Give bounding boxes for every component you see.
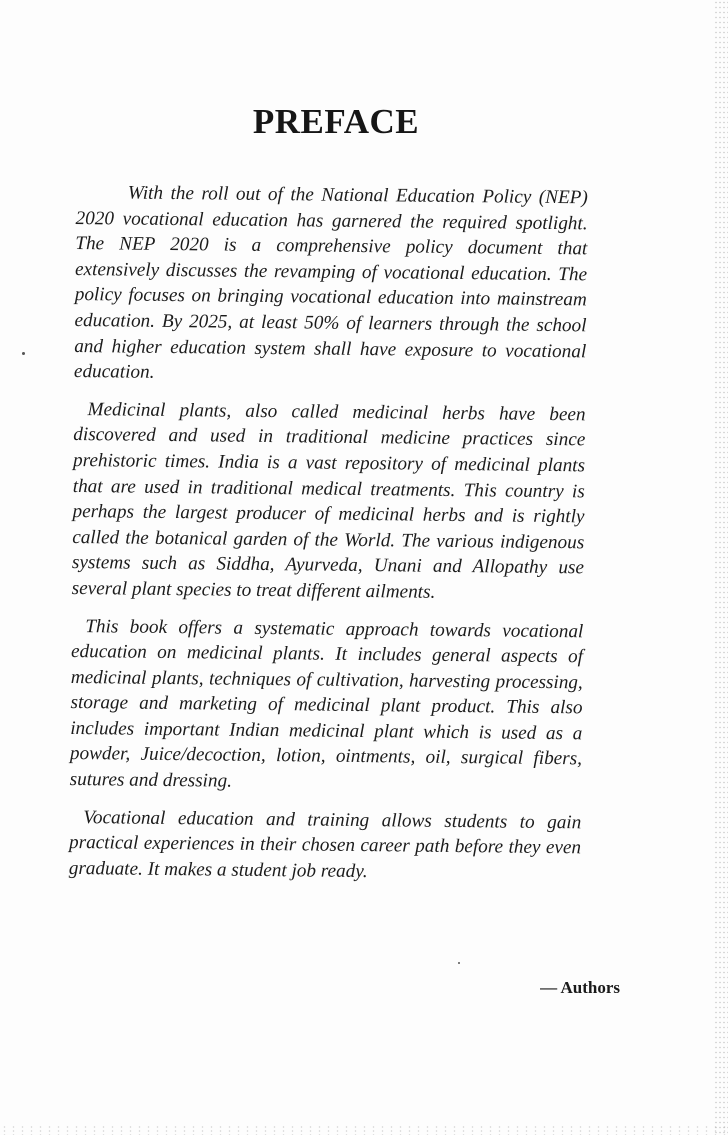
- scan-speck: [458, 962, 460, 964]
- scan-speck: [22, 352, 25, 355]
- paragraph-book-approach: This book offers a systematic approach towards vocational education on medicinal plants. It includes general aspects of medicinal plants, techniques of cultivation, harvesting processing, storage and marketing of medicinal plant product. This also includes important Indian medicinal plant which is used as a powder, Juice/decoction, lotion, ointments, oil, surgical fibers, sutures and dressing.: [69, 615, 584, 792]
- paragraph-nep-2020: With the roll out of the National Education Policy (NEP) 2020 vocational education has garnered the required spotlight. The NEP 2020 is a comprehensive policy document that extensively discusses the revamping of vocational education. The policy focuses on bringing vocational education into mainstream education. By 2025, at least 50% of learners through the school and higher education system shall have exposure to vocational education.: [73, 182, 588, 383]
- paragraph-vocational-training: Vocational education and training allows students to gain practical experiences in their chosen career path before they even graduate. It makes a student job ready.: [68, 806, 582, 882]
- scan-edge-right: [714, 0, 728, 1135]
- preface-body: [69, 180, 588, 899]
- authors-signature: — Authors: [540, 978, 620, 997]
- page-title: PREFACE: [252, 102, 420, 141]
- scan-edge-bottom: [0, 1125, 728, 1135]
- paragraph-medicinal-plants: Medicinal plants, also called medicinal herbs have been discovered and used in traditional medicine practices since prehistoric times. India is a vast repository of medicinal plants that are used in traditional medical treatments. This country is perhaps the largest producer of medicinal herbs and is rightly called the botanical garden of the World. The various indigenous systems such as Siddha, Ayurveda, Unani and Allopathy use several plant species to treat different ailments.: [71, 398, 586, 603]
